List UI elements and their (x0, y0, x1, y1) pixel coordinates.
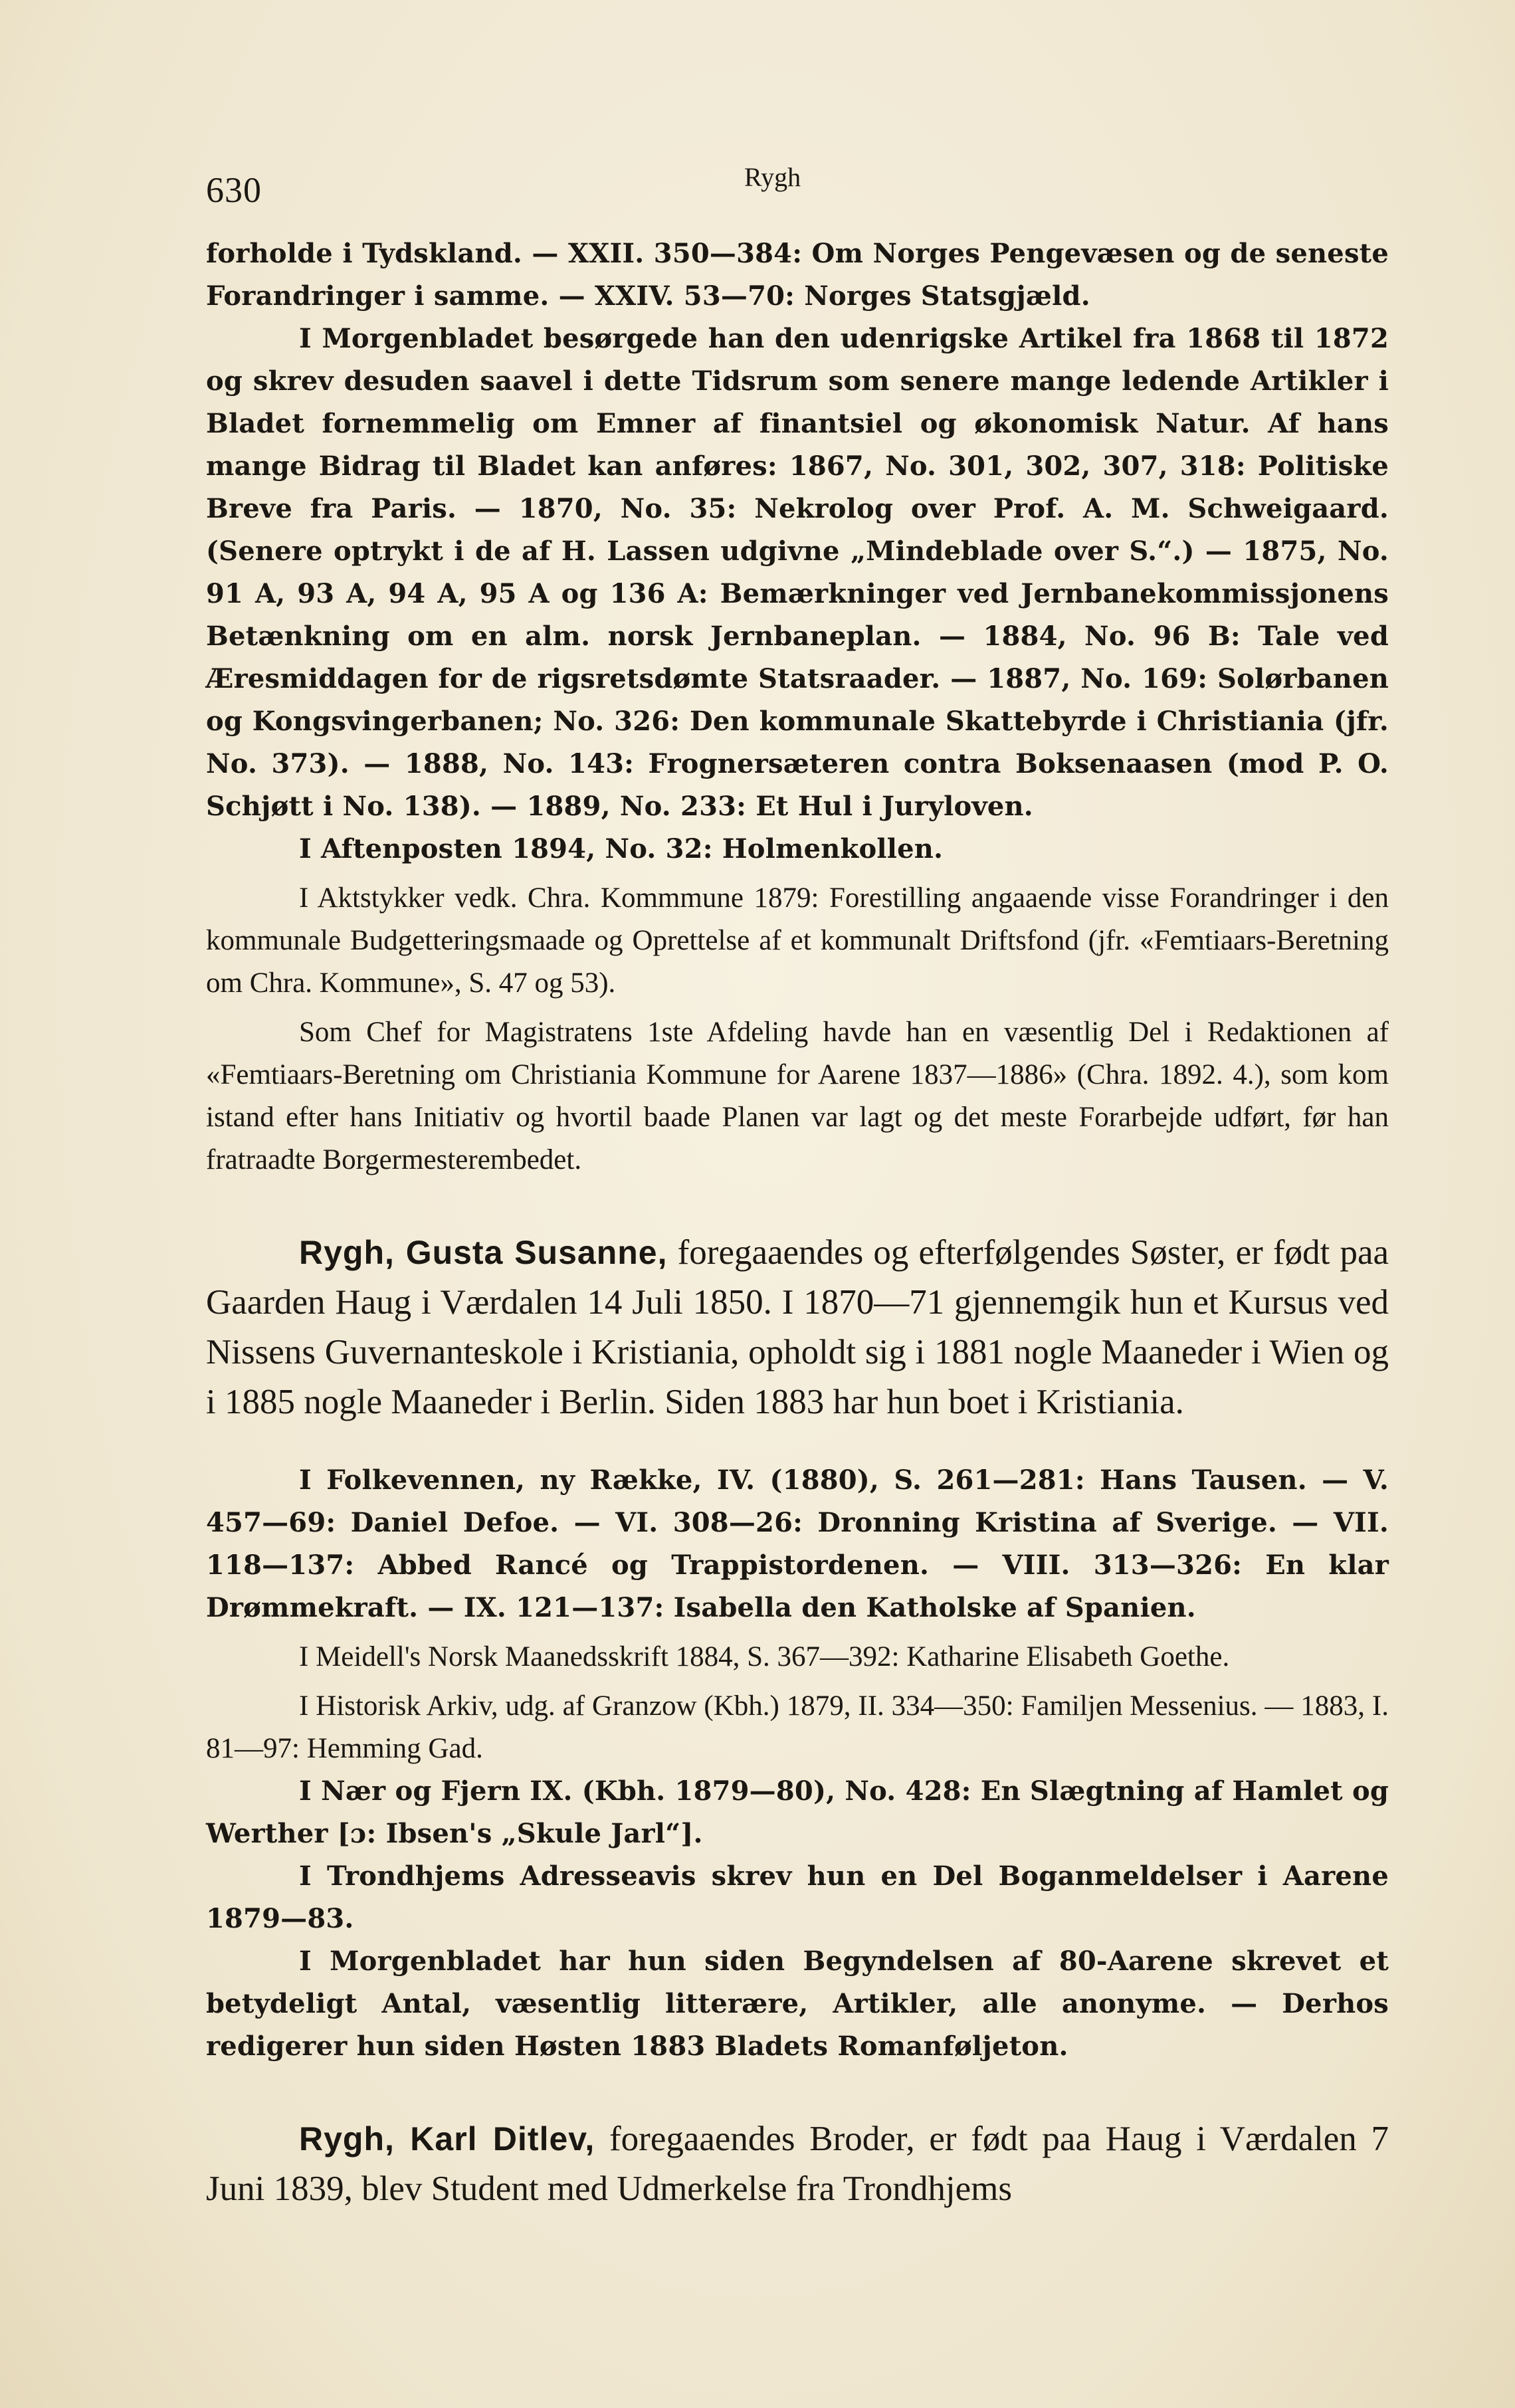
bibliography-paragraph: I Meidell's Norsk Maanedsskrift 1884, S. 367—392: Katharine Elisabeth Goethe. (299, 1641, 1230, 1672)
bibliography-paragraph: I Historisk Arkiv, udg. af Granzow (Kbh.) 1879, II. 334—350: Familjen Messenius. — 1883, I. 81—97: Hemming Gad. (206, 1690, 1389, 1764)
entry-text: foregaaendes Broder, er født paa Haug i Værdalen 7 Juni 1839, blev Student med Udmerkelse fra Trondhjems (206, 2120, 1389, 2208)
bibliography-paragraph: I Nær og Fjern IX. (Kbh. 1879—80), No. 428: En Slægtning af Hamlet og Werther [ɔ: Ibsen's „Skule Jarl“]. (206, 1775, 1389, 1849)
page-number: 630 (206, 170, 262, 210)
bibliography-paragraph: I Aftenposten 1894, No. 32: Holmenkollen. (299, 833, 944, 864)
entry-text: foregaaendes og efterfølgendes Søster, er født paa Gaarden Haug i Værdalen 14 Juli 1850. I 1870—71 gjennemgik hun et Kursus ved Nissens Guvernanteskole i Kristiania, opholdt sig i 1881 nogle Maaneder i Wien og i 1885 nogle Maaneder i Berlin. Siden 1883 har hun boet i Kristiania. (206, 1233, 1389, 1421)
bibliography-paragraph: Som Chef for Magistratens 1ste Afdeling havde han en væsentlig Del i Redaktionen af «Femtiaars-Beretning om Christiania Kommune for Aarene 1837—1886» (Chra. 1892. 4.), som kom istand efter hans Initiativ og hvortil baade Planen var lagt og det meste Forarbejde udført, før han fratraadte Borgermesterembedet. (206, 1017, 1389, 1175)
running-head: Rygh (744, 162, 801, 192)
page-body (206, 233, 1389, 2214)
bibliography-paragraph: I Folkevennen, ny Række, IV. (1880), S. 261—281: Hans Tausen. — V. 457—69: Daniel Defoe. — VI. 308—26: Dronning Kristina af Sverige. — VII. 118—137: Abbed Rancé og Trappistordenen. — VIII. 313—326: En klar Drømmekraft. — IX. 121—137: Isabella den Katholske af Spanien. (206, 1464, 1389, 1623)
page-header (206, 150, 1389, 223)
biography-entry (206, 1228, 1389, 1427)
biography-entry (206, 2114, 1389, 2214)
entry-name: Rygh, Karl Ditlev, (299, 2120, 595, 2157)
bibliography-paragraph: I Morgenbladet besørgede han den udenrigske Artikel fra 1868 til 1872 og skrev desuden saavel i dette Tidsrum som senere mange ledende Artikler i Bladet fornemmelig om Emner af finantsiel og økonomisk Natur. Af hans mange Bidrag til Bladet kan anføres: 1867, No. 301, 302, 307, 318: Politiske Breve fra Paris. — 1870, No. 35: Nekrolog over Prof. A. M. Schweigaard. (Senere optrykt i de af H. Lassen udgivne „Mindeblade over S.“.) — 1875, No. 91 A, 93 A, 94 A, 95 A og 136 A: Bemærkninger ved Jernbanekommissjonens Betænkning om en alm. norsk Jernbaneplan. — 1884, No. 96 B: Tale ved Æresmiddagen for de rigsretsdømte Statsraader. — 1887, No. 169: Solørbanen og Kongsvingerbanen; No. 326: Den kommunale Skattebyrde i Christiania (jfr. No. 373). — 1888, No. 143: Frognersæteren contra Boksenaasen (mod P. O. Schjøtt i No. 138). — 1889, No. 233: Et Hul i Juryloven. (206, 323, 1389, 822)
bibliography-paragraph: I Trondhjems Adresseavis skrev hun en Del Boganmeldelser i Aarene 1879—83. (206, 1860, 1389, 1934)
bibliography-paragraph: I Morgenbladet har hun siden Begyndelsen af 80-Aarene skrevet et betydeligt Antal, væsentlig litterære, Artikler, alle anonyme. — Derhos redigerer hun siden Høsten 1883 Bladets Romanføljeton. (206, 1946, 1389, 2062)
entry-name: Rygh, Gusta Susanne, (299, 1234, 668, 1271)
bibliography-paragraph: forholde i Tydskland. — XXII. 350—384: Om Norges Pengevæsen og de seneste Forandringer i samme. — XXIV. 53—70: Norges Statsgjæld. (206, 238, 1389, 312)
bibliography-paragraph: I Aktstykker vedk. Chra. Kommmune 1879: Forestilling angaaende visse Forandringer i den kommunale Budgetteringsmaade og Oprettelse af et kommunalt Driftsfond (jfr. «Femtiaars-Beretning om Chra. Kommune», S. 47 og 53). (206, 882, 1389, 999)
